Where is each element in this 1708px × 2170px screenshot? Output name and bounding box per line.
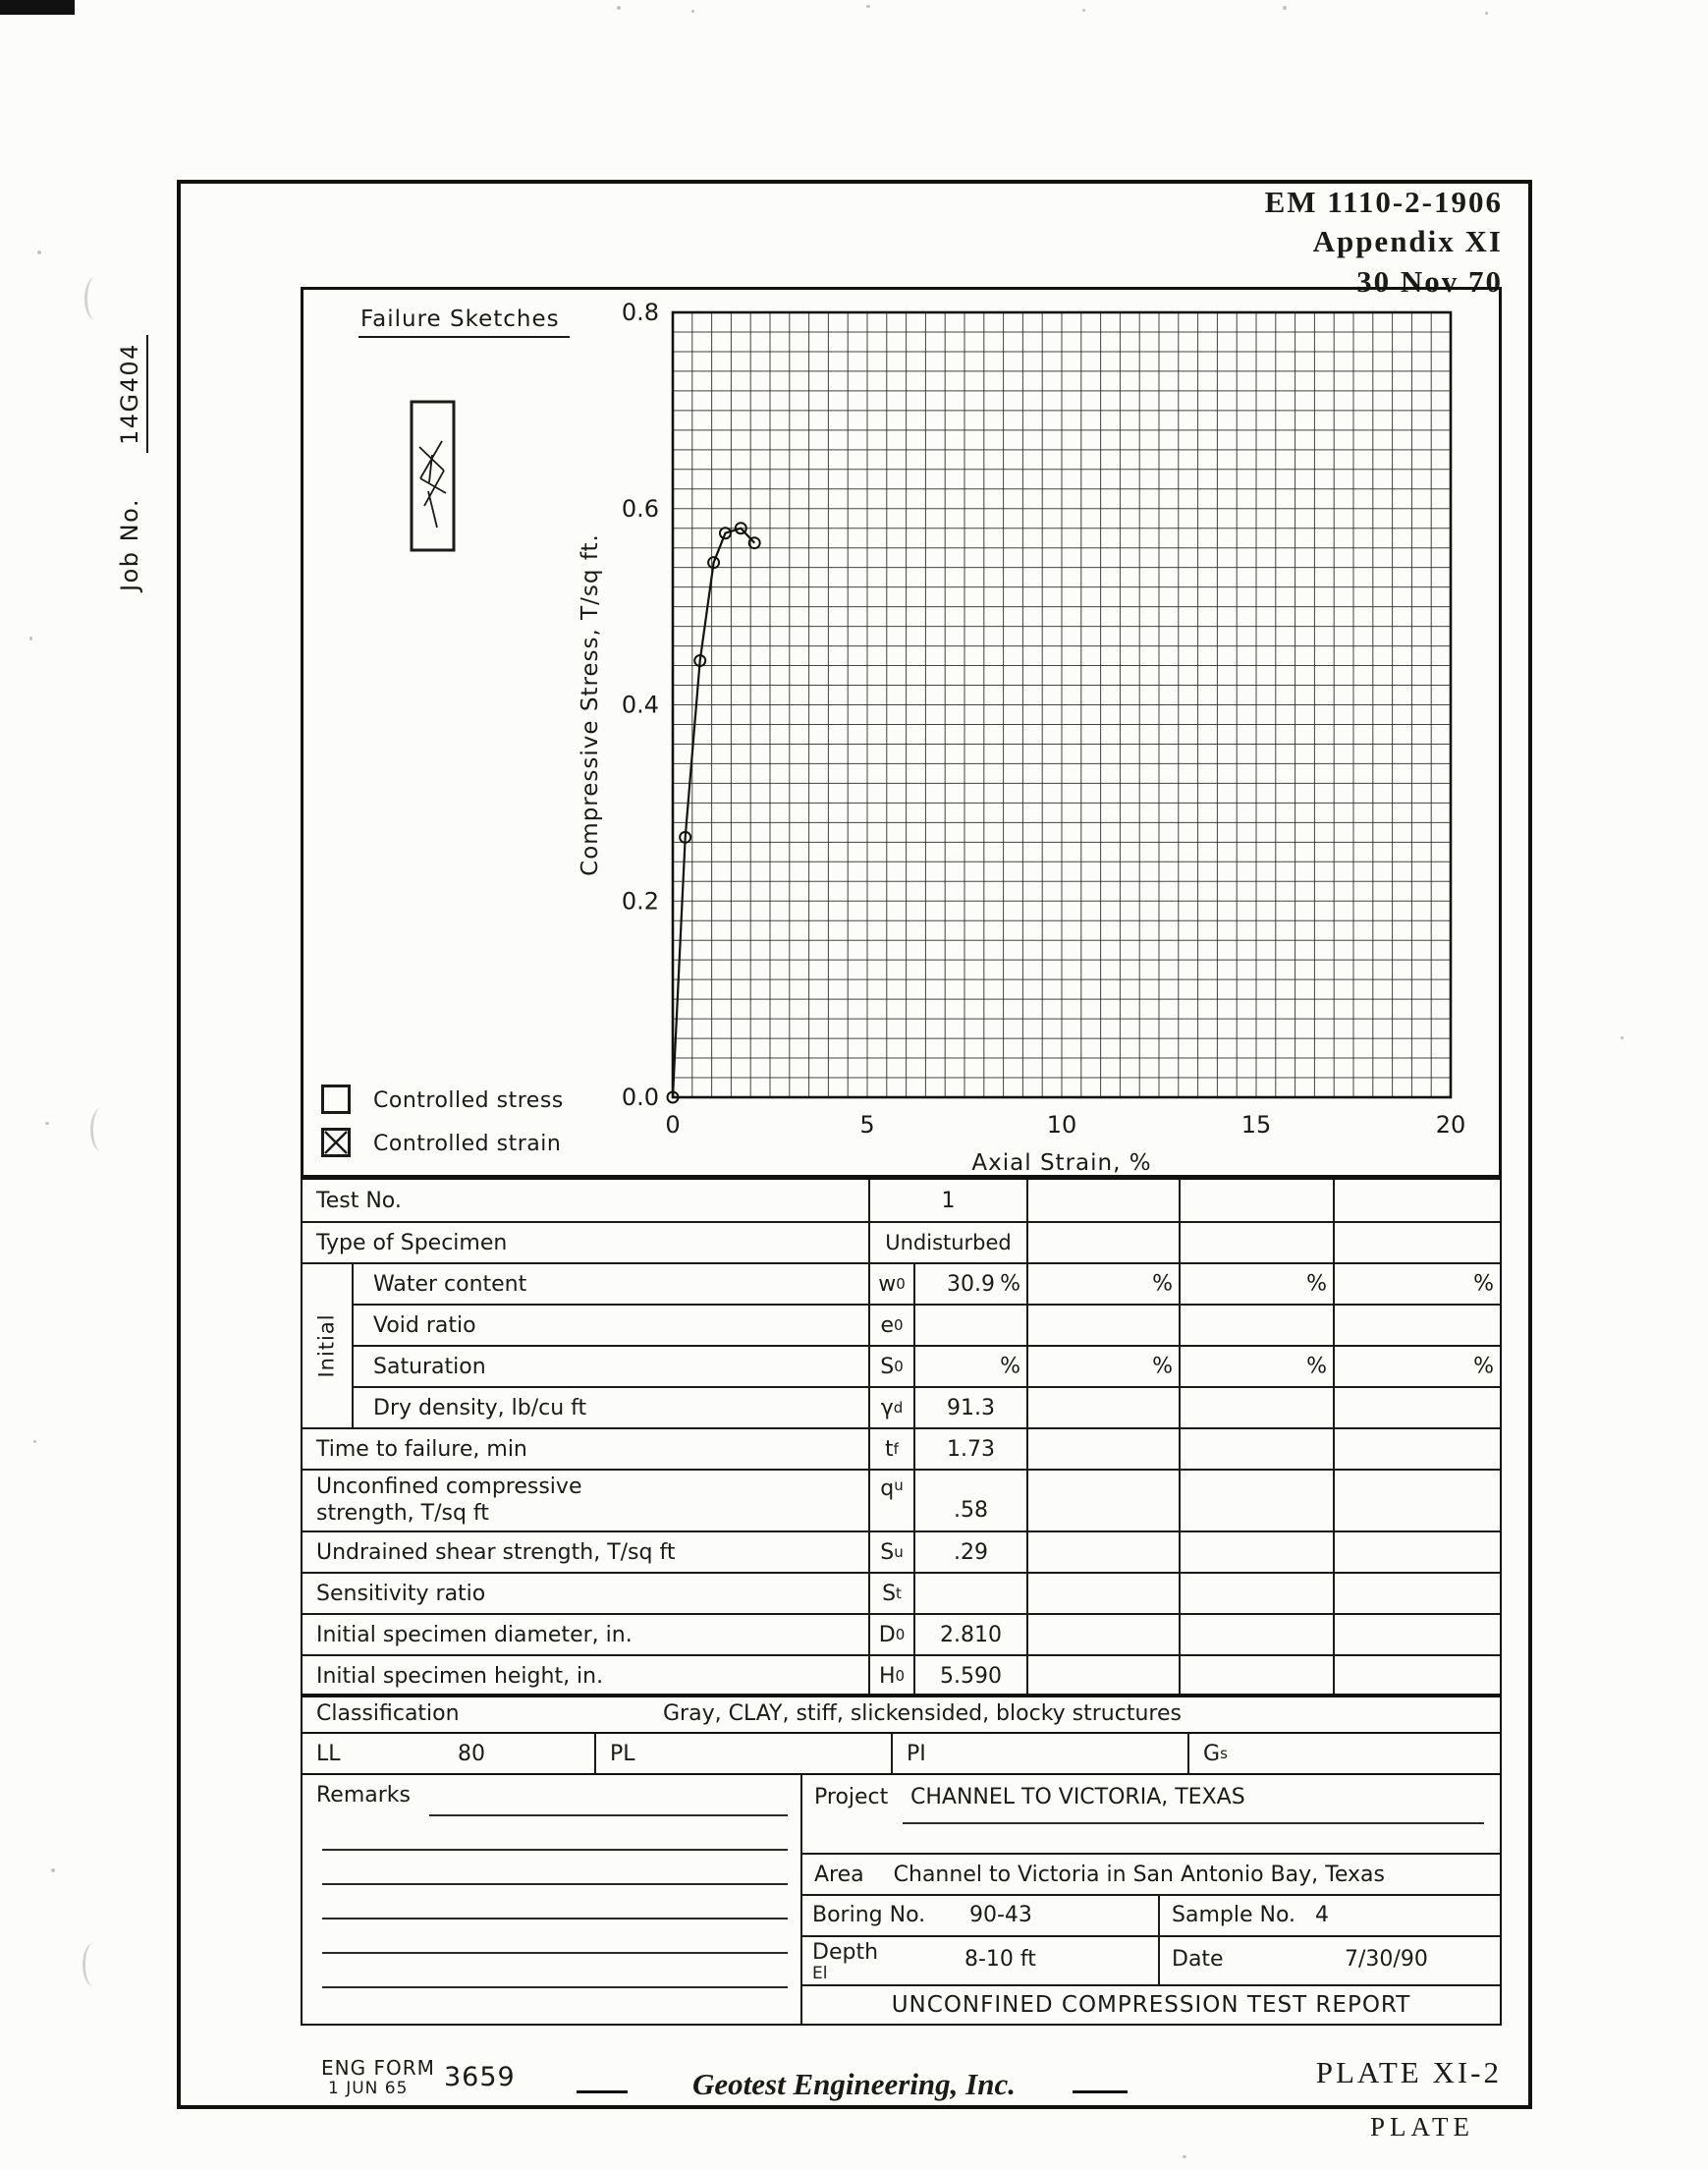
depth-label: Depth [812, 1939, 879, 1965]
empty-cell [1026, 1532, 1179, 1572]
boring-value: 90-43 [969, 1903, 1032, 1928]
project-value: CHANNEL TO VICTORIA, TEXAS [910, 1785, 1245, 1809]
remarks-cell [303, 1775, 802, 2024]
sample-label: Sample No. [1172, 1903, 1296, 1928]
remarks-label: Remarks [316, 1783, 411, 1808]
row-unconfined-compressive-strength [303, 1469, 1500, 1530]
company-name: Geotest Engineering, Inc. [692, 2067, 1016, 2101]
project-info-area [802, 1775, 1500, 2024]
row-symbol: S 0 [868, 1347, 913, 1386]
row-symbol: q u [868, 1471, 913, 1530]
svg-text:Compressive Stress, T/sq ft.: Compressive Stress, T/sq ft. [578, 533, 603, 876]
row-label: Initial specimen height, in. [316, 1663, 604, 1689]
row-label: Initial specimen diameter, in. [316, 1622, 633, 1647]
depth-value: 8-10 ft [964, 1946, 1036, 1972]
boring-sample-row [802, 1894, 1500, 1935]
row-saturation [303, 1345, 1500, 1386]
row-symbol: S u [868, 1532, 913, 1572]
sample-value: 4 [1315, 1903, 1329, 1928]
percent-cell: % [1333, 1264, 1500, 1304]
empty-cell [1333, 1429, 1500, 1469]
row-label: Water content [373, 1271, 527, 1297]
empty-cell [1179, 1532, 1333, 1572]
blank-line [322, 1918, 788, 1920]
empty-cell [1179, 1223, 1333, 1262]
row-type-of-specimen [303, 1221, 1500, 1262]
empty-cell [1179, 1306, 1333, 1345]
empty-cell [1179, 1429, 1333, 1469]
percent-cell: % [1333, 1347, 1500, 1386]
svg-text:0.8: 0.8 [621, 299, 659, 326]
empty-cell [1179, 1388, 1333, 1427]
date-value: 7/30/90 [1345, 1946, 1428, 1972]
svg-text:0.2: 0.2 [621, 887, 659, 916]
row-symbol: w 0 [868, 1264, 913, 1304]
row-value: 91.3 [913, 1388, 1026, 1427]
row-label: Test No. [316, 1188, 402, 1213]
project-label: Project [814, 1785, 889, 1809]
svg-text:15: 15 [1240, 1111, 1272, 1139]
empty-cell [1026, 1306, 1179, 1345]
row-sensitivity-ratio [303, 1572, 1500, 1613]
percent-cell: % [1026, 1347, 1179, 1386]
svg-text:0.0: 0.0 [621, 1084, 659, 1111]
row-label: Unconfined compressive strength, T/sq ft [316, 1474, 582, 1526]
remarks-project-block [301, 1775, 1502, 2026]
pl-cell [594, 1734, 891, 1773]
blank-line [322, 1986, 788, 1988]
empty-cell [1026, 1574, 1179, 1613]
pl-label: PL [610, 1741, 635, 1766]
eng-form-date: 1 JUN 65 [328, 2079, 409, 2098]
empty-cell [1026, 1429, 1179, 1469]
atterberg-limits-row [301, 1734, 1502, 1775]
row-test-no [303, 1180, 1500, 1221]
row-label: Type of Specimen [316, 1230, 508, 1255]
row-value: Undisturbed [868, 1223, 1026, 1262]
unchecked-box-icon [321, 1085, 351, 1114]
empty-cell [1179, 1180, 1333, 1221]
doc-appendix: Appendix XI [1312, 224, 1503, 259]
svg-text:20: 20 [1435, 1111, 1466, 1139]
row-undrained-shear-strength [303, 1530, 1500, 1572]
empty-cell [1333, 1615, 1500, 1654]
empty-cell [1333, 1532, 1500, 1572]
gs-cell: G s [1187, 1734, 1500, 1773]
row-water-content [303, 1262, 1500, 1304]
eng-form-label: ENG FORM [321, 2056, 435, 2080]
empty-cell [1026, 1223, 1179, 1262]
gs-label: G [1203, 1741, 1221, 1766]
form-number: 3659 [444, 2062, 516, 2092]
row-value: 1 [868, 1180, 1026, 1221]
classification-value: Gray, CLAY, stiff, slickensided, blocky structures [663, 1701, 1182, 1726]
empty-cell [1026, 1180, 1179, 1221]
ll-label: LL [316, 1741, 341, 1766]
row-initial-specimen-diameter [303, 1613, 1500, 1654]
doc-reference: EM 1110-2-1906 [1264, 185, 1503, 219]
project-row [802, 1775, 1500, 1853]
blank-line [322, 1849, 788, 1851]
report-title-row [802, 1984, 1500, 2024]
empty-cell [1333, 1471, 1500, 1530]
company-rule-right [1073, 2090, 1128, 2093]
row-symbol: S t [868, 1574, 913, 1613]
empty-cell [1026, 1615, 1179, 1654]
percent-cell: % [1179, 1264, 1333, 1304]
date-cell [1160, 1937, 1500, 1985]
depth-date-row [802, 1935, 1500, 1985]
empty-cell [913, 1574, 1026, 1613]
svg-text:10: 10 [1046, 1111, 1077, 1139]
initial-group-label: Initial [303, 1264, 354, 1427]
doc-date: 30 Nov 70 [1356, 263, 1503, 299]
row-value: .29 [913, 1532, 1026, 1572]
blank-line [322, 1952, 788, 1954]
classification-row [301, 1694, 1502, 1734]
row-symbol: t f [868, 1429, 913, 1469]
row-label: Void ratio [373, 1312, 476, 1338]
empty-cell [1026, 1471, 1179, 1530]
pi-cell [891, 1734, 1187, 1773]
pi-label: PI [907, 1741, 926, 1766]
row-label: Sensitivity ratio [316, 1581, 486, 1606]
depth-el-label: El [812, 1963, 828, 1983]
empty-cell [1179, 1656, 1333, 1696]
failure-sketches-title: Failure Sketches [358, 306, 570, 338]
svg-text:0.4: 0.4 [621, 691, 659, 719]
blank-line [429, 1814, 788, 1816]
svg-text:5: 5 [859, 1111, 875, 1139]
area-row [802, 1853, 1500, 1894]
row-symbol: γ d [868, 1388, 913, 1427]
legend-controlled-stress: Controlled stress [373, 1088, 564, 1113]
row-label: Saturation [373, 1354, 486, 1379]
row-value: 1.73 [913, 1429, 1026, 1469]
row-symbol: D 0 [868, 1615, 913, 1654]
svg-text:0: 0 [665, 1111, 681, 1139]
row-symbol: e 0 [868, 1306, 913, 1345]
empty-cell [1333, 1223, 1500, 1262]
scan-artifact-corner [0, 0, 75, 15]
row-dry-density [303, 1386, 1500, 1427]
empty-cell [1179, 1574, 1333, 1613]
job-number-value: 14G404 [116, 335, 148, 453]
percent-cell: % [1026, 1264, 1179, 1304]
x-mark-icon [324, 1131, 348, 1154]
blank-line [322, 1883, 788, 1885]
percent-cell: % [1179, 1347, 1333, 1386]
empty-cell [1333, 1574, 1500, 1613]
report-title: UNCONFINED COMPRESSION TEST REPORT [891, 1992, 1411, 2019]
company-rule-left [577, 2090, 628, 2093]
classification-label: Classification [316, 1701, 460, 1726]
empty-cell [913, 1306, 1026, 1345]
area-value: Channel to Victoria in San Antonio Bay, Texas [893, 1862, 1385, 1887]
empty-cell [1333, 1306, 1500, 1345]
row-symbol: H 0 [868, 1656, 913, 1696]
legend-controlled-strain: Controlled strain [373, 1132, 562, 1156]
row-value: .58 [913, 1471, 1026, 1530]
blank-line [903, 1822, 1484, 1824]
stress-strain-chart [570, 295, 1532, 1189]
row-label: Undrained shear strength, T/sq ft [316, 1539, 676, 1565]
plate-number: PLATE XI-2 [1315, 2055, 1502, 2089]
empty-cell [1179, 1615, 1333, 1654]
row-value: 30.9 % [913, 1264, 1026, 1304]
date-label: Date [1172, 1946, 1224, 1972]
empty-cell [1026, 1656, 1179, 1696]
row-value: 2.810 [913, 1615, 1026, 1654]
job-number-sidebar [116, 147, 148, 591]
plate-bottom-label: PLATE [1370, 2112, 1474, 2142]
sample-cell [1160, 1896, 1500, 1935]
checked-box-icon [321, 1128, 351, 1157]
depth-cell [802, 1937, 1160, 1985]
row-label: Dry density, lb/cu ft [373, 1395, 587, 1420]
job-number-label: Job No. [116, 498, 143, 591]
ll-cell [303, 1734, 594, 1773]
empty-cell [1333, 1180, 1500, 1221]
test-results-table [301, 1178, 1502, 1697]
row-time-to-failure [303, 1427, 1500, 1469]
empty-cell [1179, 1471, 1333, 1530]
row-initial-specimen-height [303, 1654, 1500, 1696]
empty-cell [1333, 1388, 1500, 1427]
row-void-ratio [303, 1304, 1500, 1345]
ll-value: 80 [458, 1741, 485, 1766]
svg-text:0.6: 0.6 [621, 494, 659, 523]
empty-cell [1333, 1656, 1500, 1696]
row-value: 5.590 [913, 1656, 1026, 1696]
area-label: Area [814, 1862, 864, 1887]
boring-cell [802, 1896, 1160, 1935]
row-label: Time to failure, min [316, 1436, 527, 1462]
svg-text:Axial Strain, %: Axial Strain, % [971, 1150, 1152, 1176]
percent-cell: % [913, 1347, 1026, 1386]
boring-label: Boring No. [812, 1903, 926, 1928]
empty-cell [1026, 1388, 1179, 1427]
failure-sketch-specimen [408, 398, 459, 555]
